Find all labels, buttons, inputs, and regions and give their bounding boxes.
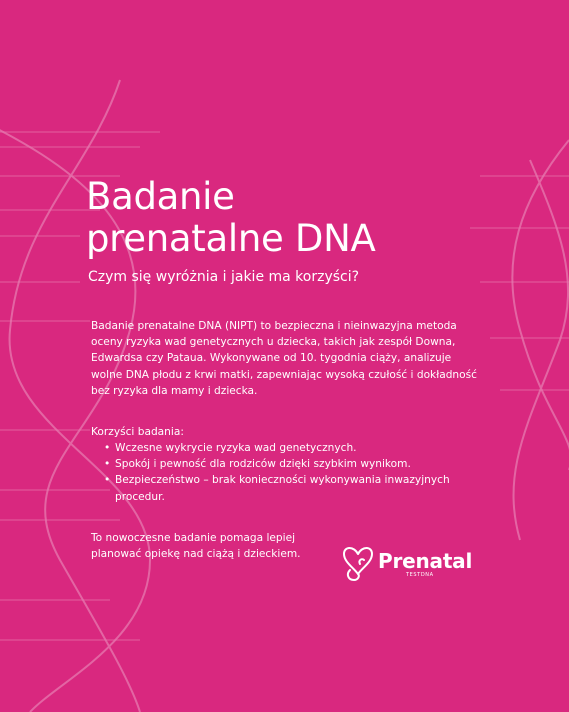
benefit-item: • Spokój i pewność dla rodziców dzięki szybkim wynikom.: [91, 456, 471, 472]
benefit-item: • Wczesne wykrycie ryzyka wad genetycznych.: [91, 440, 471, 456]
title-line-2: prenatalne DNA: [86, 217, 376, 260]
benefits-heading: Korzyści badania:: [91, 426, 184, 438]
heart-hands-icon: [340, 540, 376, 584]
closing-paragraph: To nowoczesne badanie pomaga lepiej planować opiekę nad ciążą i dzieckiem.: [91, 532, 301, 561]
subtitle: Czym się wyróżnia i jakie ma korzyści?: [88, 269, 360, 285]
benefits-list: [91, 440, 471, 505]
title-line-1: Badanie: [86, 175, 235, 218]
benefit-item: • Bezpieczeństwo – brak konieczności wykonywania inwazyjnych procedur.: [91, 472, 471, 504]
intro-paragraph: Badanie prenatalne DNA (NIPT) to bezpieczna i nieinwazyjna metoda oceny ryzyka wad genetycznych u dziecka, takich jak zespół Downa, Edwardsa czy Pataua. Wykonywane od 10. tygodnia ciąży, analizuje wolne DNA płodu z krwi matki, zapewniając wysoką czułość i dokładność bez ryzyka dla mamy i dziecka.: [91, 320, 477, 397]
page-title: [86, 176, 376, 260]
prenatal-logo: [340, 540, 473, 586]
logo-tagline: TESTDNA: [406, 572, 434, 578]
logo-name: Prenatal: [378, 549, 473, 573]
